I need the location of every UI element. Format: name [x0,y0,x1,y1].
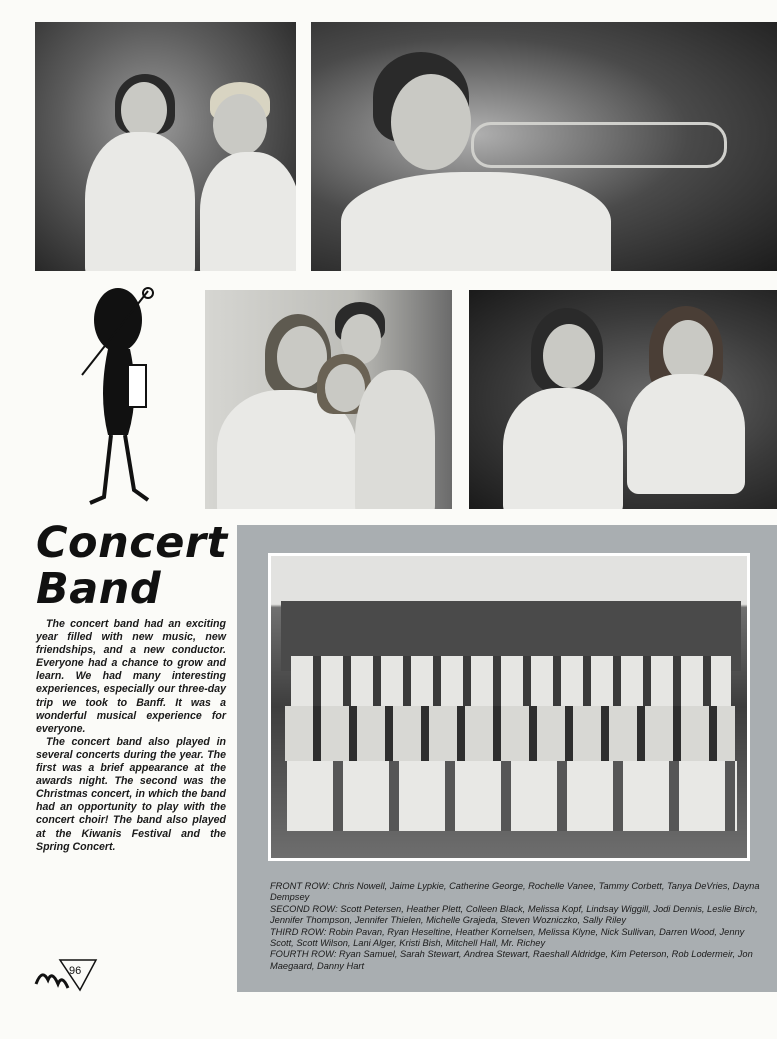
title-line-1: Concert [36,518,228,568]
photo-trumpet-player [311,22,777,271]
article-body [36,618,226,854]
photo-caption-list [270,881,760,972]
photo-two-students-seated [35,22,296,271]
group-photo-frame [268,553,750,861]
body-paragraph: The concert band had an exciting year filled with new music, new friendships, and a new conductor. Everyone had a chance to grow and learn. We had many interesting experiences, especially our three-day trip we took to Banff. It was a wonderful musical experience for everyone. [36,618,226,735]
caption-front-row: FRONT ROW: Chris Nowell, Jaime Lypkie, Catherine George, Rochelle Vanee, Tammy Corbett, Tanya DeVries, Dayna Dempsey [270,881,760,903]
caption-third-row: THIRD ROW: Robin Pavan, Ryan Heseltine, Heather Kornelsen, Melissa Klyne, Nick Sullivan, Darren Wood, Jenny Scott, Scott Wilson, Lani Alger, Kristi Bish, Mitchell Hall, Mr. Richey [270,926,745,949]
caption-second-row: SECOND ROW: Scott Petersen, Heather Plett, Colleen Black, Melissa Kopf, Lindsay Wiggill, Jodi Dennis, Leslie Birch, Jennifer Thompson, Jennifer Thielen, Michelle Grajeda, Steven Wozniczko, Sally Riley [270,903,758,926]
page-folio-graphic [34,958,98,992]
page-number: 96 [69,965,82,977]
body-paragraph: The concert band also played in several concerts during the year. The first was a brief appearance at the awards night. The second was the Christmas concert, in which the band had an opportunity to play with the concert choir! The band also played at the Kiwanis Festival and the Spring Concert. [36,735,226,853]
page-title [36,520,228,612]
band-mascot-illustration [78,285,162,513]
group-photo-concert-band [271,556,747,858]
photo-three-students-with-instruments [205,290,452,509]
title-line-2: Band [36,564,162,614]
caption-fourth-row: FOURTH ROW: Ryan Samuel, Sarah Stewart, Andrea Stewart, Raeshall Aldridge, Kim Peterson, Rob Lodermeir, Jon Maegaard, Danny Hart [270,949,753,971]
photo-two-clarinet-players [469,290,777,509]
